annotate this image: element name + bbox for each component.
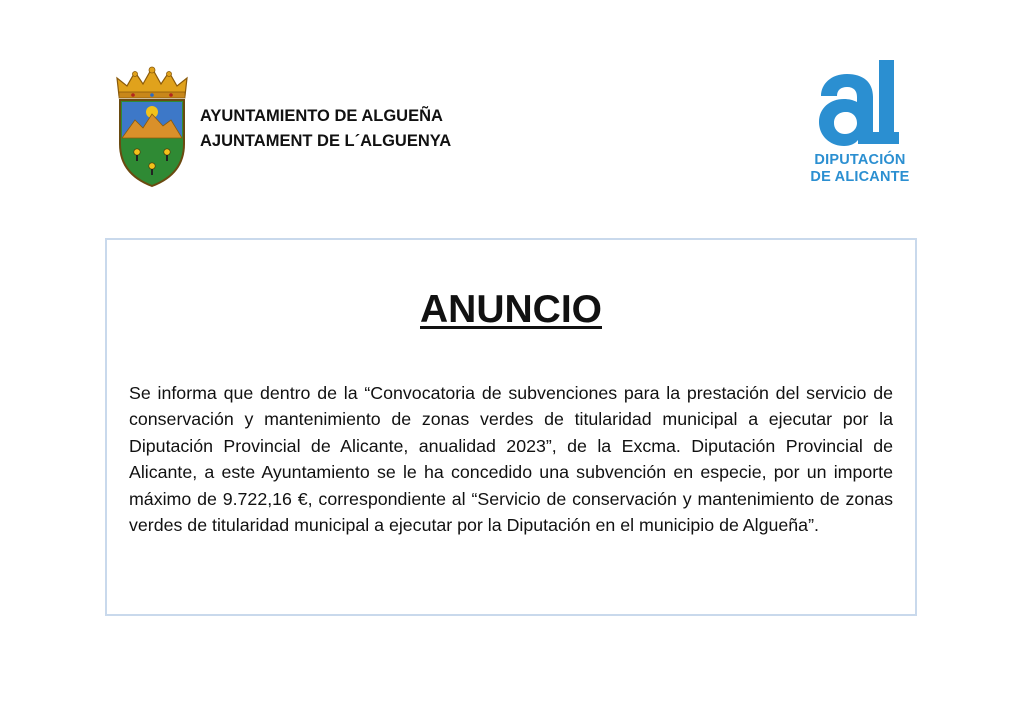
notice-body: Se informa que dentro de la “Convocatoria de subvenciones para la prestación del servicio de conservación y mantenimiento de zonas verdes de titularidad municipal a ejecutar por la Diputación Provincial de Alicante, anualidad 2023”, de la Excma. Diputación Provincial de Alicante, a este Ayuntamiento se le ha concedido una subvención en especie, por un importe máximo de 9.722,16 €, correspondiente al “Servicio de conservación y mantenimiento de zonas verdes de titularidad municipal a ejecutar por la Diputación en el municipio de Algueña”. xyxy=(129,383,893,536)
diputacion-name xyxy=(800,152,920,186)
notice-box xyxy=(105,238,917,616)
diputacion-name-line-2: DE ALICANTE xyxy=(810,169,910,185)
notice-title: ANUNCIO xyxy=(420,288,602,331)
municipality-name-es: AYUNTAMIENTO DE ALGUEÑA xyxy=(200,107,443,125)
municipality-names xyxy=(200,104,451,154)
diputacion-name-line-1: DIPUTACIÓN xyxy=(814,152,906,168)
municipality-name-va: AJUNTAMENT DE L´ALGUENYA xyxy=(200,132,452,150)
coat-of-arms-icon xyxy=(113,66,191,188)
diputacion-al-mark-icon xyxy=(817,60,903,148)
diputacion-logo xyxy=(800,60,920,190)
